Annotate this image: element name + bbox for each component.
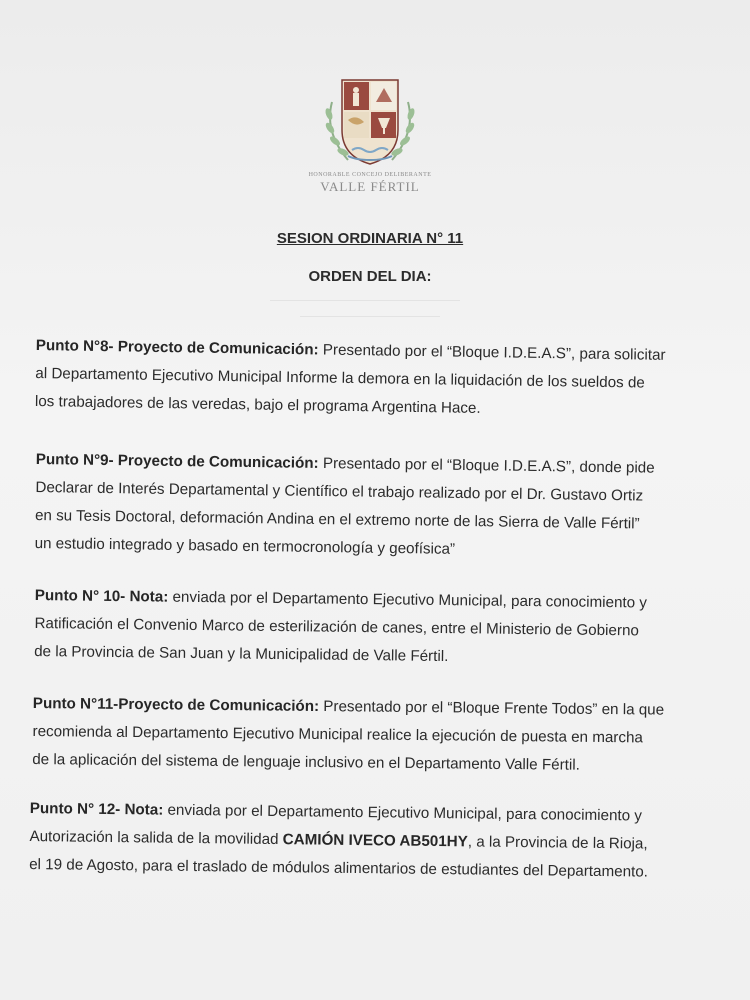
vehicle-id: CAMIÓN IVECO AB501HY bbox=[282, 831, 468, 851]
point-line: de la Provincia de San Juan y la Municipalidad de Valle Fértil. bbox=[34, 642, 449, 666]
point-heading: Punto N° 12- Nota: bbox=[29, 799, 164, 819]
point-line: un estudio integrado y basado en termocronología y geofísica” bbox=[34, 534, 456, 558]
point-text: Presentado por el “Bloque I.D.E.A.S”, donde pide bbox=[322, 455, 655, 477]
letterhead-caption-small: HONORABLE CONCEJO DELIBERANTE bbox=[308, 172, 432, 178]
point-line: los trabajadores de las veredas, bajo el programa Argentina Hace. bbox=[34, 392, 481, 417]
point-text: , a la Provincia de la Rioja, bbox=[467, 833, 648, 853]
faint-rule bbox=[300, 316, 440, 317]
point-heading: Punto N°11-Proyecto de Comunicación: bbox=[32, 694, 320, 715]
agenda-point-8 bbox=[35, 332, 696, 426]
point-line: recomienda al Departamento Ejecutivo Municipal realice la ejecución de puesta en marcha bbox=[32, 722, 643, 747]
municipal-crest-logo bbox=[318, 72, 422, 172]
point-line: de la aplicación del sistema de lenguaje inclusivo en el Departamento Valle Fértil. bbox=[32, 750, 580, 774]
agenda-point-12 bbox=[29, 795, 696, 887]
agenda-point-9 bbox=[34, 446, 695, 567]
point-text: enviada por el Departamento Ejecutivo Municipal, para conocimiento y bbox=[172, 588, 648, 612]
agenda-point-10 bbox=[34, 582, 695, 674]
letterhead-caption-large: VALLE FÉRTIL bbox=[320, 179, 420, 194]
point-text: Presentado por el “Bloque I.D.E.A.S”, para solicitar bbox=[322, 341, 666, 364]
point-line: al Departamento Ejecutivo Municipal Informe la demora en la liquidación de los sueldos de bbox=[35, 364, 645, 392]
point-line: Declarar de Interés Departamental y Científico el trabajo realizado por el Dr. Gustavo Ortiz bbox=[35, 478, 644, 505]
point-line: Ratificación el Convenio Marco de esterilización de canes, entre el Ministerio de Gobierno bbox=[34, 614, 639, 640]
order-of-day-title: ORDEN DEL DIA: bbox=[308, 268, 432, 285]
point-text: enviada por el Departamento Ejecutivo Municipal, para conocimiento y bbox=[167, 801, 643, 825]
session-title: SESION ORDINARIA N° 11 bbox=[276, 230, 464, 247]
letterhead-caption bbox=[280, 172, 460, 195]
point-line: en su Tesis Doctoral, deformación Andina en el extremo norte de las Sierra de Valle Fértil” bbox=[34, 506, 640, 533]
point-heading: Punto N°8- Proyecto de Comunicación: bbox=[35, 336, 319, 359]
point-line: el 19 de Agosto, para el traslado de módulos alimentarios de estudiantes del Departamento. bbox=[29, 855, 649, 881]
point-text: Autorización la salida de la movilidad bbox=[29, 827, 283, 849]
faint-rule bbox=[270, 300, 460, 301]
point-heading: Punto N° 10- Nota: bbox=[34, 586, 169, 606]
agenda-point-11 bbox=[32, 690, 693, 781]
point-heading: Punto N°9- Proyecto de Comunicación: bbox=[35, 450, 319, 472]
point-text: Presentado por el “Bloque Frente Todos” en la que bbox=[323, 698, 665, 719]
